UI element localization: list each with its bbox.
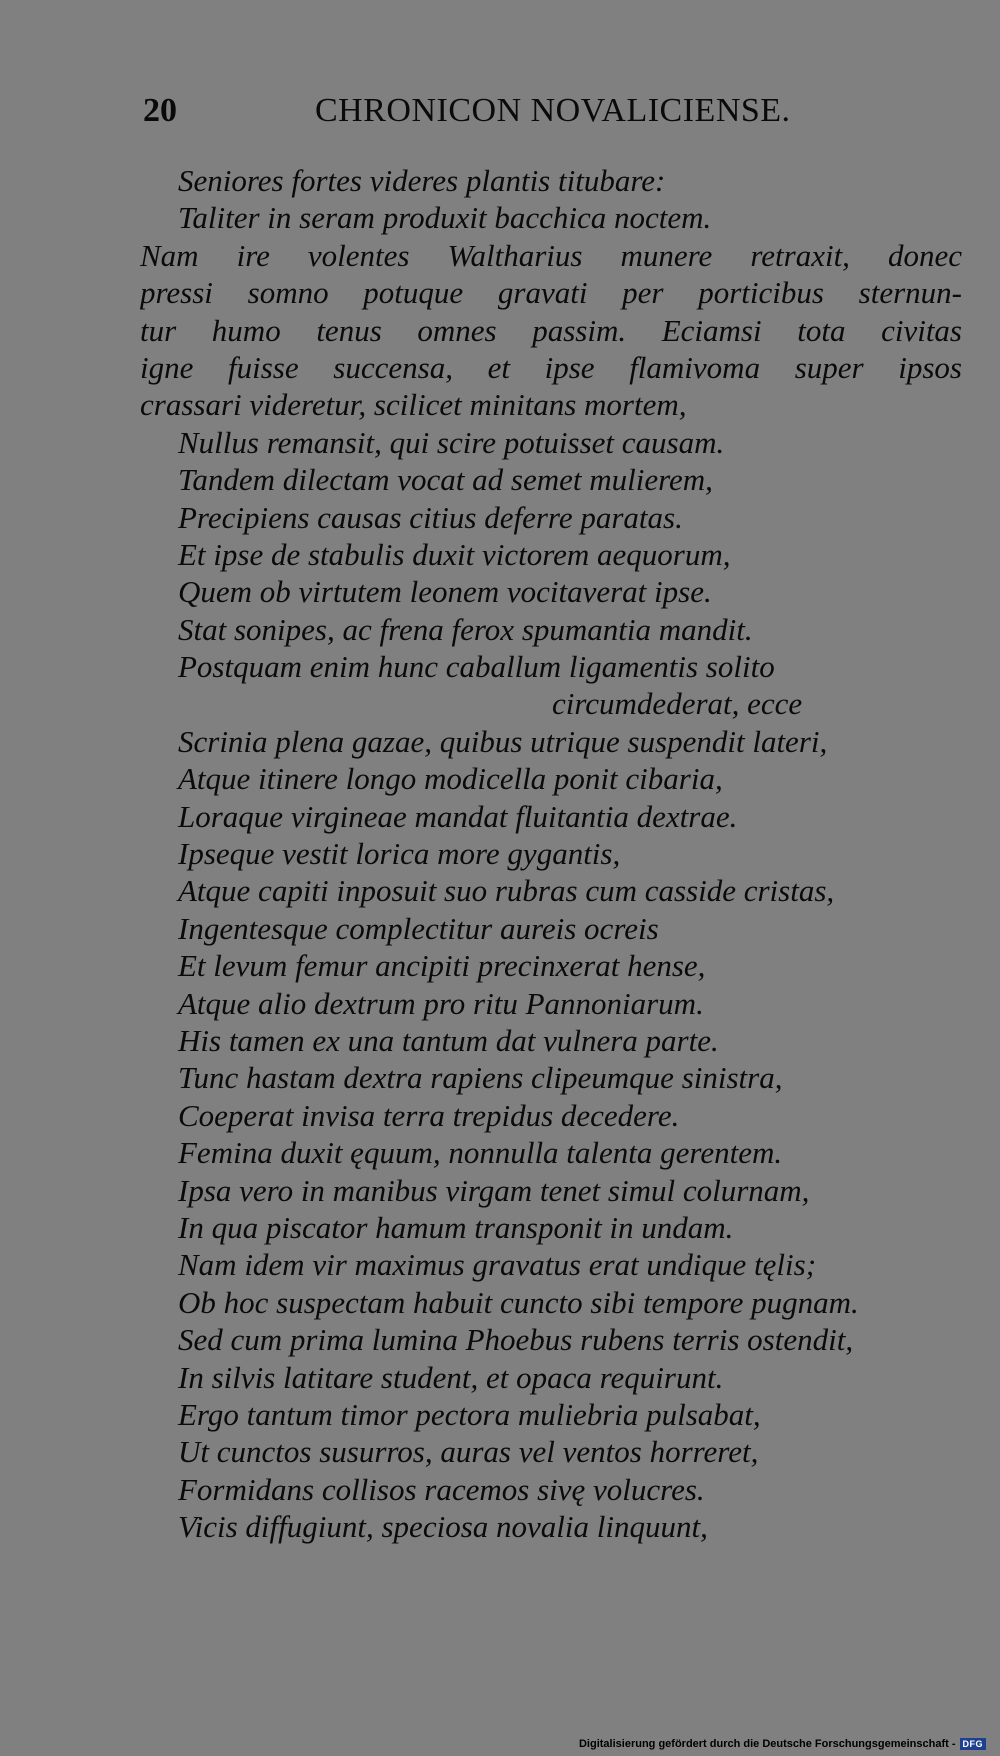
text-line: Et levum femur ancipiti precinxerat hense, — [178, 948, 706, 984]
text-line: Et ipse de stabulis duxit victorem aequorum, — [178, 536, 731, 572]
text-line: Ingentesque complectitur aureis ocreis — [178, 910, 659, 946]
text-line: Ob hoc suspectam habuit cuncto sibi tempore pugnam. — [178, 1284, 859, 1320]
text-line: Stat sonipes, ac frena ferox spumantia mandit. — [178, 611, 753, 647]
digitization-credit: Digitalisierung gefördert durch die Deutsche Forschungsgemeinschaft - — [578, 1738, 956, 1750]
text-line: Loraque virgineae mandat fluitantia dextrae. — [178, 798, 738, 834]
text-line: Formidans collisos racemos sivę volucres. — [178, 1471, 705, 1507]
page-header — [143, 92, 820, 142]
text-line: Tandem dilectam vocat ad semet mulierem, — [178, 462, 713, 498]
text-line: Taliter in seram produxit bacchica noctem. — [178, 200, 712, 236]
text-line: pressi somno potuque gravati per porticibus sternun- — [140, 275, 962, 311]
text-line: Ipseque vestit lorica more gygantis, — [178, 836, 621, 872]
page-number: 20 — [143, 92, 177, 129]
text-line: In qua piscator hamum transponit in undam. — [178, 1209, 734, 1245]
text-line: Precipiens causas citius deferre paratas. — [178, 499, 683, 535]
body-text — [140, 162, 962, 1545]
text-line: Sed cum prima lumina Phoebus rubens terris ostendit, — [178, 1322, 854, 1358]
dfg-logo: DFG — [960, 1738, 987, 1750]
text-line: Ut cunctos susurros, auras vel ventos horreret, — [178, 1434, 759, 1470]
text-line: Quem ob virtutem leonem vocitaverat ipse. — [178, 574, 712, 610]
text-line: circumdederat, ecce — [552, 686, 803, 722]
text-line: Seniores fortes videres plantis titubare: — [178, 163, 666, 198]
text-line: igne fuisse succensa, et ipse flamivoma super ipsos — [140, 349, 962, 385]
text-line: Vicis diffugiunt, speciosa novalia linquunt, — [178, 1509, 708, 1545]
text-line: Atque capiti inposuit suo rubras cum casside cristas, — [178, 873, 835, 909]
text-line: Nullus remansit, qui scire potuisset causam. — [178, 424, 725, 460]
text-line: Atque itinere longo modicella ponit cibaria, — [178, 761, 723, 797]
text-line: Ipsa vero in manibus virgam tenet simul colurnam, — [178, 1172, 810, 1208]
text-line: Atque alio dextrum pro ritu Pannoniarum. — [178, 985, 704, 1021]
text-line: Postquam enim hunc caballum ligamentis solito — [178, 649, 775, 685]
text-line: Ergo tantum timor pectora muliebria pulsabat, — [178, 1396, 761, 1432]
text-line: Tunc hastam dextra rapiens clipeumque sinistra, — [178, 1060, 783, 1096]
text-line: In silvis latitare student, et opaca requirunt. — [178, 1359, 724, 1395]
text-line: tur humo tenus omnes passim. Eciamsi tota civitas — [140, 312, 962, 348]
text-line: Nam ire volentes Waltharius munere retraxit, donec — [140, 237, 962, 273]
text-line: crassari videretur, scilicet minitans mortem, — [140, 387, 687, 423]
text-line: Coeperat invisa terra trepidus decedere. — [178, 1097, 680, 1133]
footer-credit — [579, 1738, 986, 1750]
text-line: Nam idem vir maximus gravatus erat undique tęlis; — [178, 1247, 817, 1283]
text-line: Scrinia plena gazae, quibus utrique suspendit lateri, — [178, 723, 828, 759]
text-line: Femina duxit ęquum, nonnulla talenta gerentem. — [178, 1135, 783, 1171]
running-title: CHRONICON NOVALICIENSE. — [315, 92, 791, 129]
text-line: His tamen ex una tantum dat vulnera parte. — [178, 1022, 719, 1058]
